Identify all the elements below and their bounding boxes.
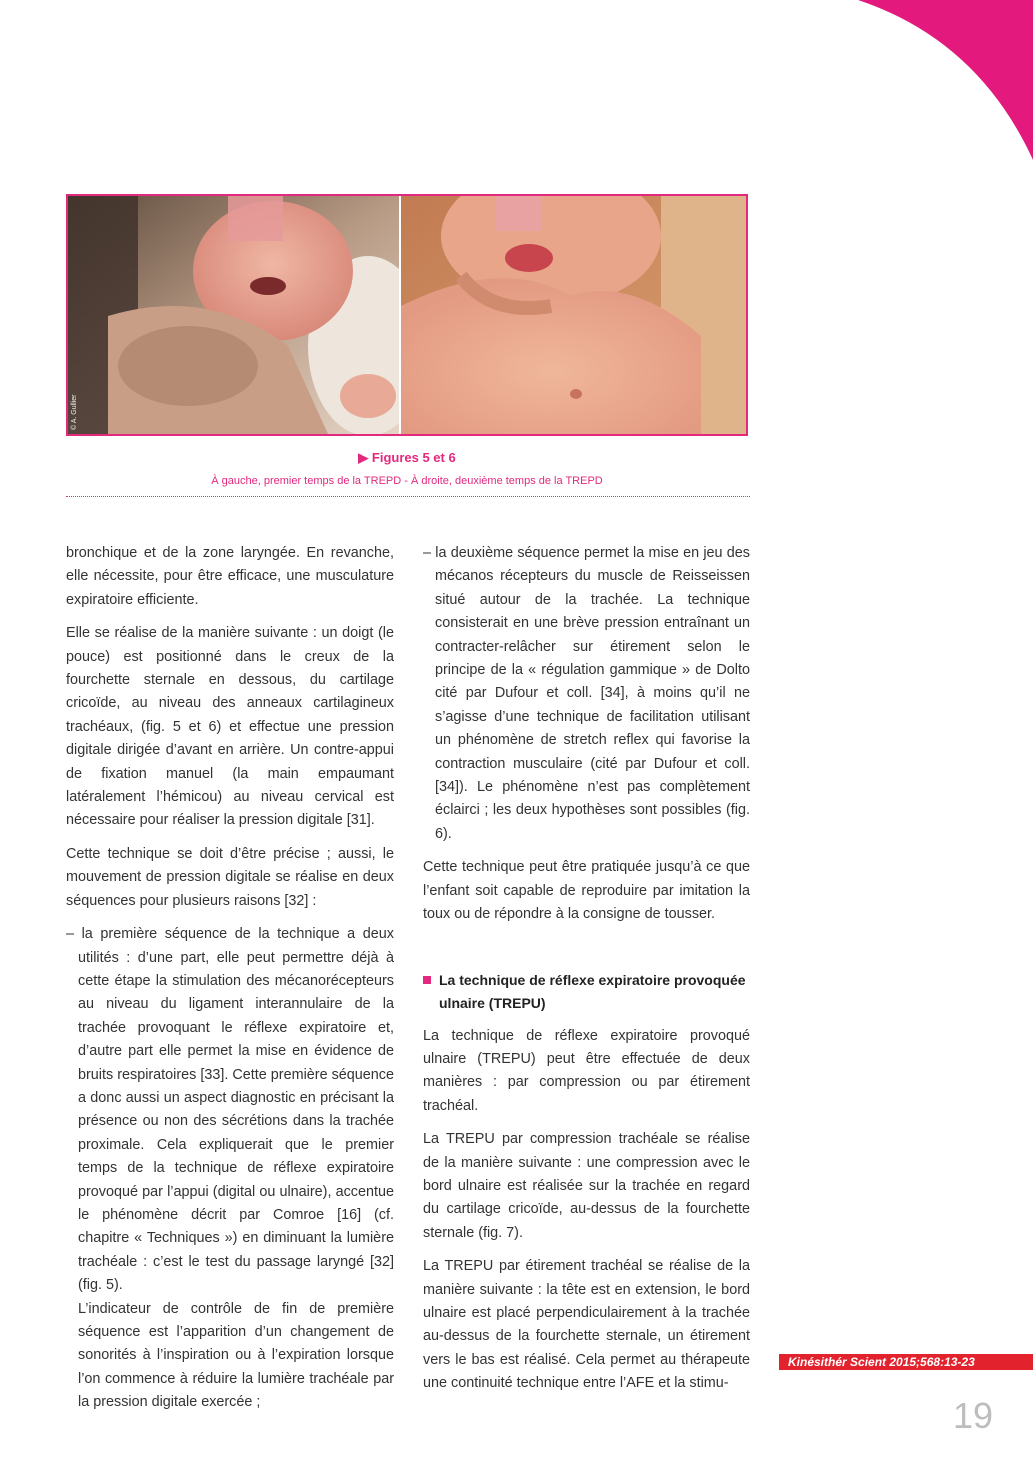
figure-title: ▶ Figures 5 et 6 (358, 450, 456, 465)
heading-bullet (423, 976, 431, 984)
right-column (423, 542, 750, 1406)
journal-reference: Kinésithér Scient 2015;568:13-23 (779, 1354, 1033, 1370)
list-item-continuation: L’indicateur de contrôle de fin de première séquence est l’apparition d’un changement de sonorités à l’inspiration ou à l’expiration lorsque l’on commence à réduire la lumière trachéale par la pression digitale exercée ; (78, 1300, 394, 1411)
list-item: – la première séquence de la technique a deux utilités : d’une part, elle peut permettre déjà à cette étape la stimulation des mécanorécepteurs au niveau du ligament interannulaire de la trachée provoquant le réflexe expiratoire et, d’autre part elle permet la mise en évidence de bruits respiratoires [33]. Cette première séquence a donc aussi un aspect diagnostic en précisant la présence ou non des sécrétions dans la trachée proximale. Cela expliquerait que le premier temps de la technique de réflexe expiratoire provoqué par l’appui (digital ou ulnaire), accentue le phénomène décrit par Comroe [16] (cf. chapitre « Techniques ») en diminuant la lumière trachéale : c’est le test du passage laryngé [32] (fig. 5). (66, 926, 394, 1294)
left-column (66, 542, 394, 1415)
paragraph: Cette technique peut être pratiquée jusqu’à ce que l’enfant soit capable de reproduire par imitation la toux ou de répondre à la consigne de tousser. (423, 859, 750, 923)
page-number: 19 (952, 1395, 993, 1436)
paragraph: Elle se réalise de la manière suivante : un doigt (le pouce) est positionné dans le creux de la fourchette sternale en dessous, du cartilage cricoïde, au niveau des anneaux cartilagineux trachéaux, (fig. 5 et 6) et effectue une pression digitale dirigée d’avant en arrière. Un contre-appui de fixation manuel (la main empaumant latéralement l’hémicou) au niveau cervical est nécessaire pour réaliser la pression digitale [31]. (66, 625, 394, 829)
section-heading-text: La technique de réflexe expiratoire provoquée ulnaire (TREPU) (439, 971, 746, 1011)
photo-credit: © A. Gullier (71, 394, 78, 430)
figure-5-6 (66, 194, 748, 436)
list-item: – la deuxième séquence permet la mise en jeu des mécanos récepteurs du muscle de Reisseissen situé autour de la trachée. La technique consisterait en une brève pression entraînant un contracter-relâcher sur étirement selon le principe de la « régulation gammique » de Dolto cité par Dufour et coll. [34], à moins qu’il ne s’agisse d’une technique de facilitation utilisant un phénomène de stretch reflex qui favorise la contraction musculaire (cité par Dufour et coll. [34]). Le phénomène n’est pas complètement éclairci ; les deux hypothèses sont possibles (fig. 6). (423, 545, 750, 842)
paragraph: La TREPU par compression trachéale se réalise de la manière suivante : une compression avec le bord ulnaire est réalisée sur la trachée en regard du cartilage cricoïde, au-dessus de la fourchette sternale (fig. 7). (423, 1131, 750, 1241)
decorative-corner-shape (858, 0, 1033, 165)
paragraph: La TREPU par étirement trachéal se réalise de la manière suivante : la tête est en extension, le bord ulnaire est placé perpendiculairement à la trachée au-dessus de la fourchette sternale, un étirement vers le bas est réalisé. Cela permet au thérapeute une continuité technique entre l’AFE et la stimu- (423, 1258, 750, 1392)
paragraph: bronchique et de la zone laryngée. En revanche, elle nécessite, pour être efficace, une musculature expiratoire efficiente. (66, 545, 394, 608)
caption-divider (66, 496, 750, 497)
photo-figure-5 (68, 196, 401, 434)
figure-caption: À gauche, premier temps de la TREPD - À droite, deuxième temps de la TREPD (211, 475, 603, 487)
paragraph: Cette technique se doit d’être précise ; aussi, le mouvement de pression digitale se réalise en deux séquences pour plusieurs raisons [32] : (66, 845, 394, 909)
photo-figure-6 (401, 196, 746, 434)
paragraph: La technique de réflexe expiratoire provoqué ulnaire (TREPU) peut être effectuée de deux manières : par compression ou par étirement trachéal. (423, 1027, 750, 1114)
section-heading (423, 969, 750, 1015)
